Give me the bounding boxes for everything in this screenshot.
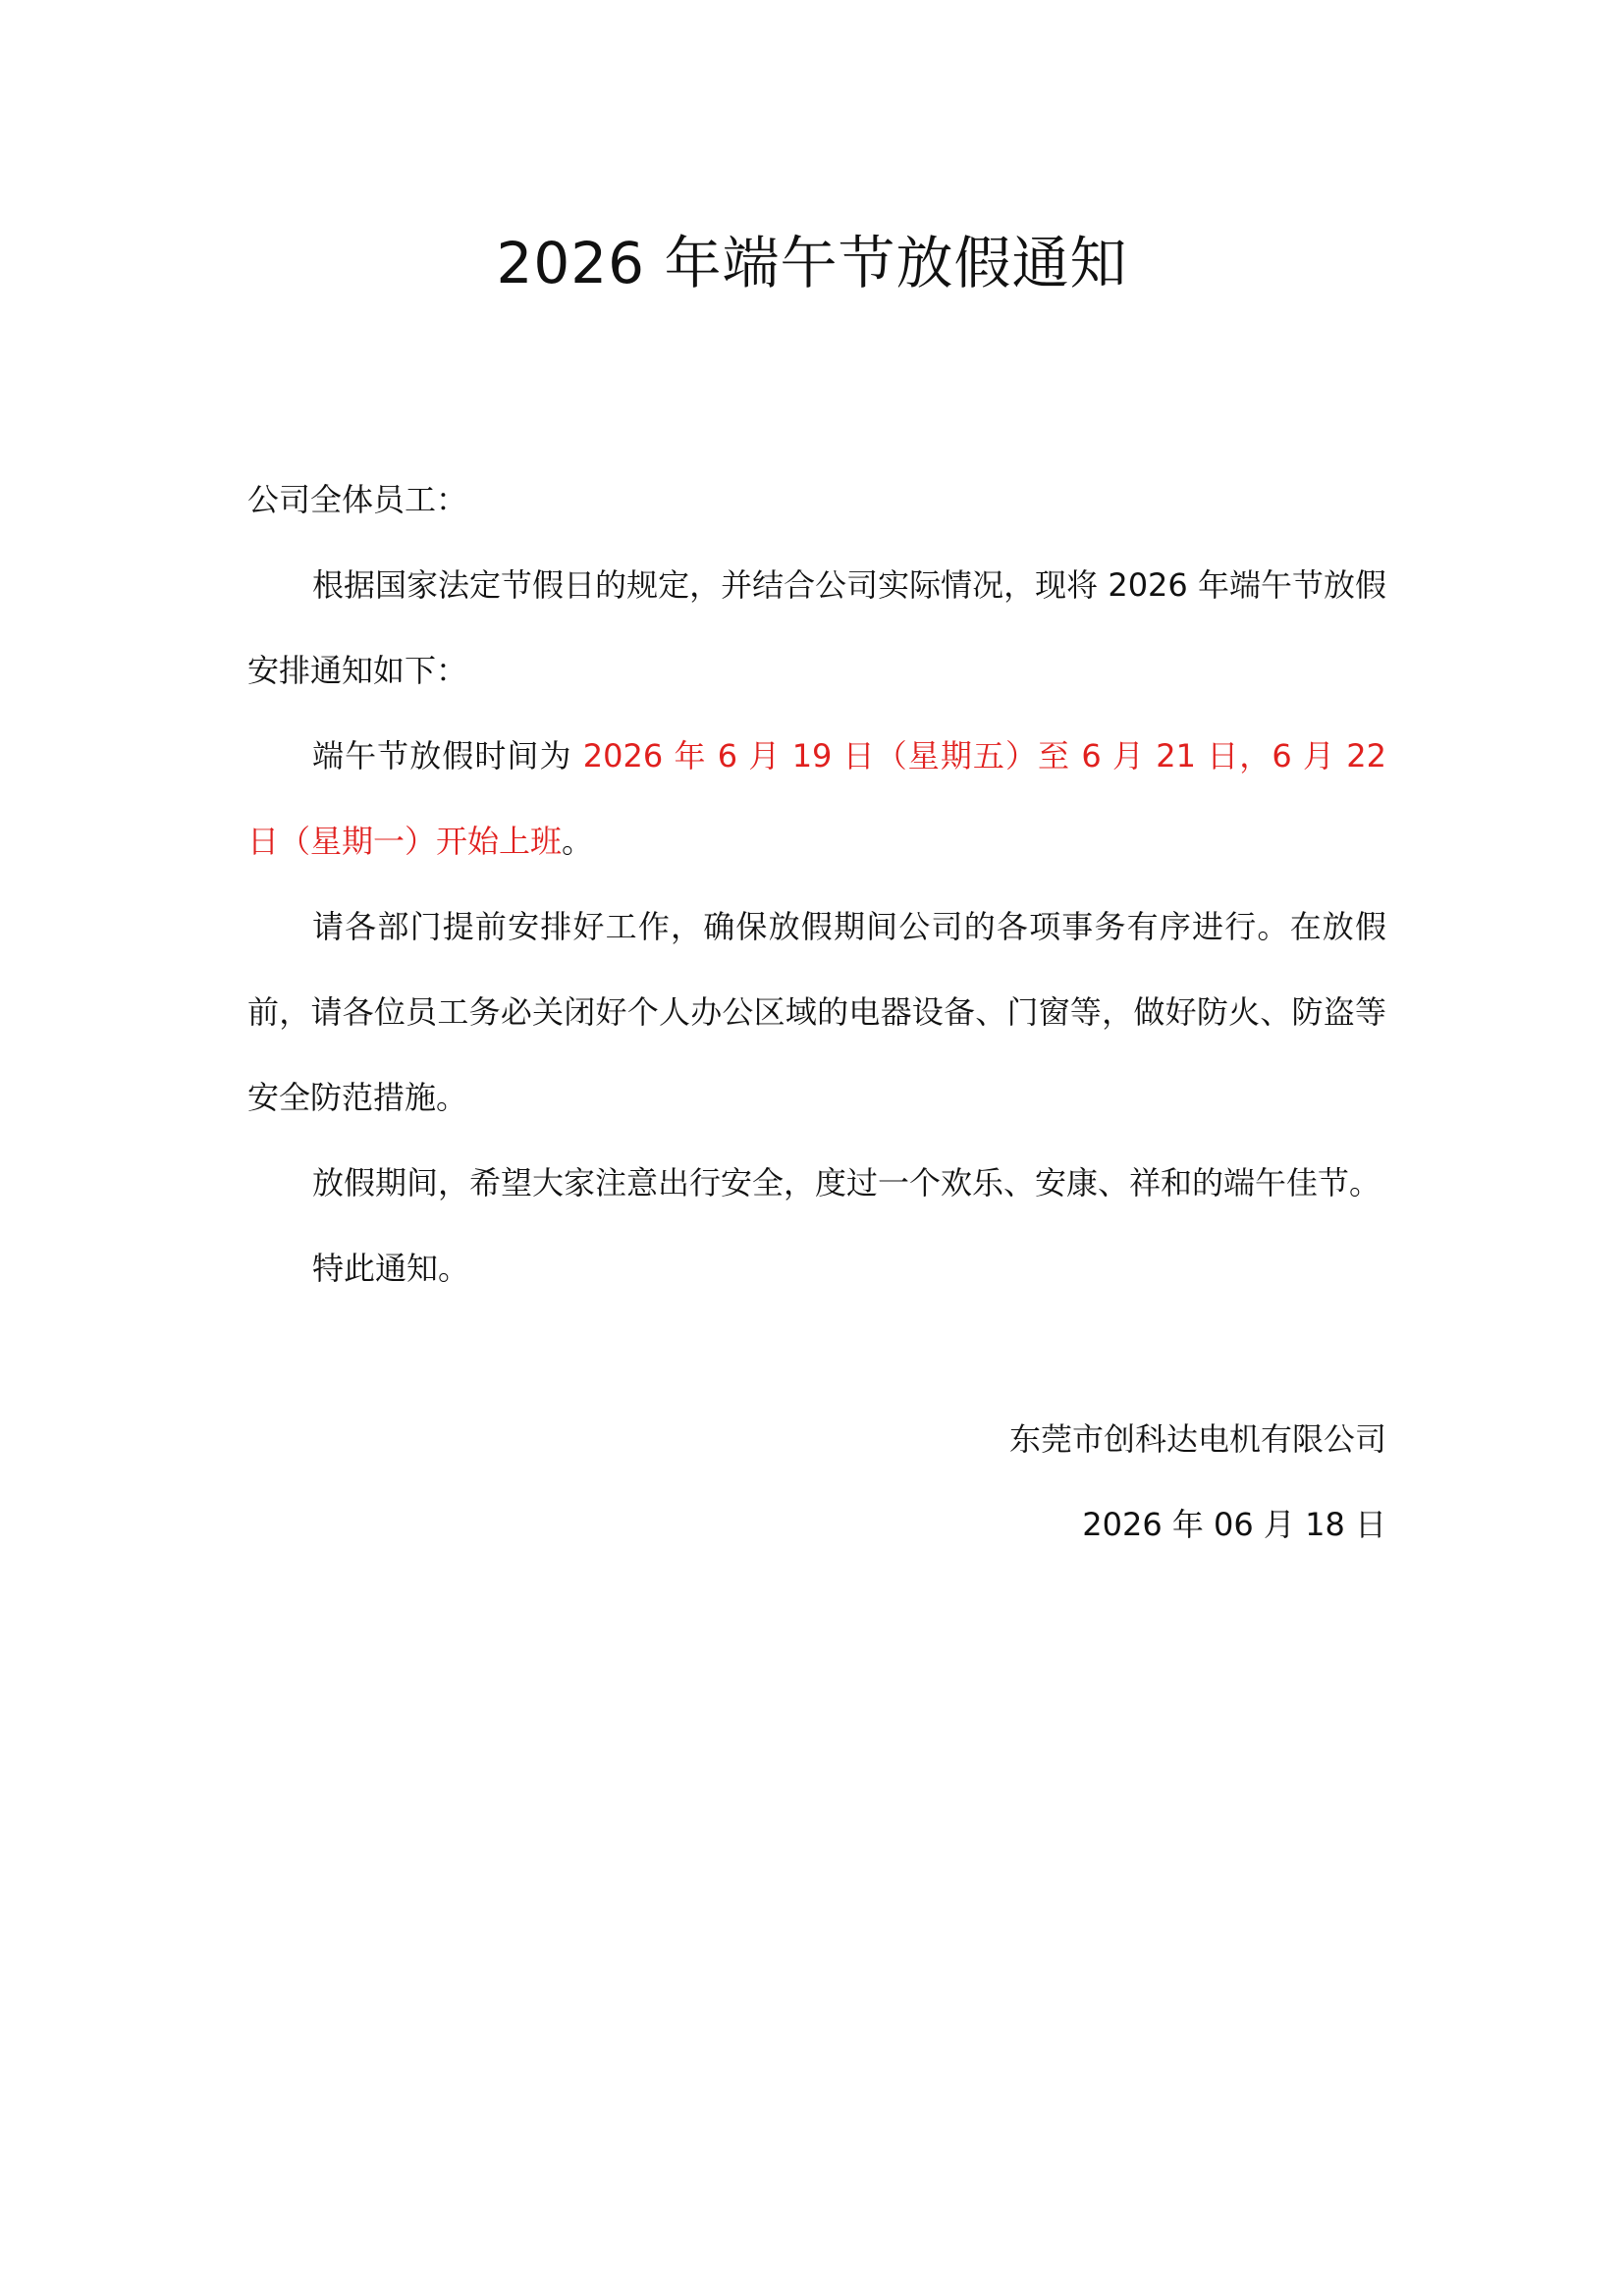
holiday-time-prefix: 端午节放假时间为	[312, 737, 572, 774]
paragraph-holiday-time	[247, 714, 1386, 884]
holiday-time-dates: 2026 年 6 月 19 日（星期五）至 6 月 21 日，6 月 22 日（星期一）开始上班	[247, 737, 1386, 860]
salutation: 公司全体员工：	[247, 481, 468, 518]
paragraph-wishes: 放假期间，希望大家注意出行安全，度过一个欢乐、安康、祥和的端午佳节。	[312, 1164, 1381, 1201]
paragraph-intro: 根据国家法定节假日的规定，并结合公司实际情况，现将 2026 年端午节放假安排通知如下：	[247, 566, 1386, 689]
signature-date: 2026 年 06 月 18 日	[1082, 1506, 1386, 1543]
paragraph-instructions: 请各部门提前安排好工作，确保放假期间公司的各项事务有序进行。在放假前，请各位员工务必关闭好个人办公区域的电器设备、门窗等，做好防火、防盗等安全防范措施。	[247, 908, 1386, 1116]
paragraph-closing: 特此通知。	[312, 1250, 470, 1287]
notice-title: 2026 年端午节放假通知	[496, 230, 1128, 296]
company-signature: 东莞市创科达电机有限公司	[1008, 1420, 1386, 1458]
holiday-time-suffix: 。	[562, 823, 594, 860]
